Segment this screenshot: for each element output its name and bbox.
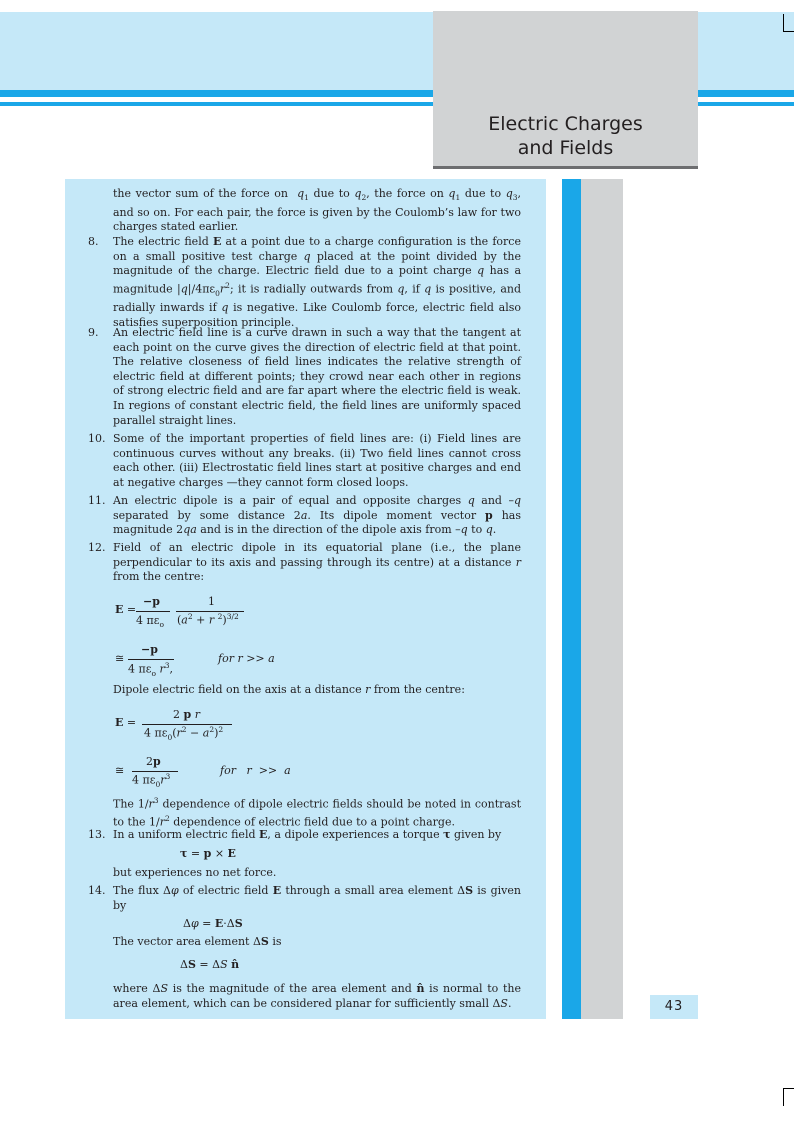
eq1-fraction-line xyxy=(136,611,170,612)
crop-mark-bottom xyxy=(783,1088,784,1106)
item-13-text: In a uniform electric field E, a dipole experiences a torque τ given by xyxy=(113,828,502,841)
item-number: 12. xyxy=(88,541,106,554)
crop-mark-bottom-h xyxy=(783,1088,794,1089)
crop-mark-top xyxy=(783,14,784,32)
eq3-denominator: 4 $\pi\varepsilon_0(r^2 - a^2)^2$ xyxy=(144,725,224,742)
side-bar-blue xyxy=(562,179,581,1019)
chapter-title: Electric Charges and Fields xyxy=(488,113,643,159)
eq1-numerator: −p xyxy=(143,595,160,608)
item-number: 10. xyxy=(88,432,106,445)
eq1-numerator-2: 1 xyxy=(208,595,215,608)
eq3-numerator: 2 p r xyxy=(173,708,200,721)
area-equation: ΔS = ΔS n̂ xyxy=(180,958,240,971)
final-text: where ΔS is the magnitude of the area element and n̂ is normal to the area element, which can be considered planar for sufficiently small ΔS. xyxy=(113,982,521,1010)
item-11-text: An electric dipole is a pair of equal and opposite charges q and –q separated by some distance 2a. Its dipole moment vector p has magnitude 2qa and is in the direction of the dipole axis from –q to q. xyxy=(113,494,522,537)
eq4-numerator: 2p xyxy=(146,755,161,768)
page-number: 43 xyxy=(650,995,698,1019)
area-element-text: The vector area element ΔS is xyxy=(113,935,282,948)
continuation-paragraph: the vector sum of the force on $q_1$ due to $q_2$, the force on $q_1$ due to $q_3$, and so on. For each pair, the force is given by the Coulomb’s law for two charges stated earlier. xyxy=(113,187,522,234)
eq1-lhs: E = xyxy=(115,603,137,616)
dependence-text: The $1/r^3$ dependence of dipole electric fields should be noted in contrast to the $1/r^2$ dependence of electric field due to a point charge. xyxy=(113,796,521,829)
eq2-fraction-line xyxy=(128,659,174,660)
eq4-lhs: ≅ xyxy=(115,764,125,777)
eq1-denominator-2: ($a^2 + r$ $^2$)$^{3/2}$ xyxy=(177,612,239,627)
item-10-text: Some of the important properties of field lines are: (i) Field lines are continuous curves without any breaks. (ii) Two field lines cannot cross each other. (iii) Electrostatic field lines start at positive charges and end at negative charges —they cannot form closed loops. xyxy=(113,432,521,489)
no-net-force-text: but experiences no net force. xyxy=(113,866,277,879)
item-12-text: Field of an electric dipole in its equatorial plane (i.e., the plane perpendicular to its axis and passing through its centre) at a distance r from the centre: xyxy=(113,541,521,584)
item-number: 13. xyxy=(88,828,106,841)
item-9-text: An electric field line is a curve drawn in such a way that the tangent at each point on the curve gives the direction of electric field at that point. The relative closeness of field lines indicates the relative strength of electric field at different points; they crowd near each other in regions of strong electric field and are far apart where the electric field is weak. In regions of constant electric field, the field lines are uniformly spaced parallel straight lines. xyxy=(113,326,521,427)
eq4-condition: for r >> a xyxy=(220,764,291,777)
eq2-condition: for r >> a xyxy=(218,652,275,665)
eq4-denominator: 4 $\pi\varepsilon_0r^3$ xyxy=(132,772,171,789)
eq1-denominator: 4 $\pi\varepsilon_o$ xyxy=(136,614,164,630)
eq2-denominator: 4 $\pi\varepsilon_o$ $r^3$, xyxy=(128,661,173,678)
flux-equation: Δφ = E·ΔS xyxy=(183,917,243,930)
chapter-title-box xyxy=(433,11,698,169)
item-number: 8. xyxy=(88,235,99,248)
axis-text: Dipole electric field on the axis at a distance r from the centre: xyxy=(113,683,465,696)
torque-equation: τ = p × E xyxy=(180,847,236,860)
item-14-text: The flux Δφ of electric field E through a small area element ΔS is given by xyxy=(113,884,521,912)
eq3-lhs: E = xyxy=(115,716,137,729)
crop-mark-top-h xyxy=(783,31,794,32)
item-number: 9. xyxy=(88,326,99,339)
eq2-lhs: ≅ xyxy=(115,652,125,665)
item-8-text: The electric field E at a point due to a charge configuration is the force on a small positive test charge q placed at the point divided by the magnitude of the charge. Electric field due to a point charge q has a magnitude $|q|/4\pi\varepsilon_0r^2$; it is radially outwards from q, if q is positive, and radially inwards if q is negative. Like Coulomb force, electric field also satisfies superposition principle. xyxy=(113,235,521,329)
eq2-numerator: −p xyxy=(141,643,158,656)
item-number: 14. xyxy=(88,884,106,897)
side-bar-grey xyxy=(581,179,623,1019)
item-number: 11. xyxy=(88,494,106,507)
